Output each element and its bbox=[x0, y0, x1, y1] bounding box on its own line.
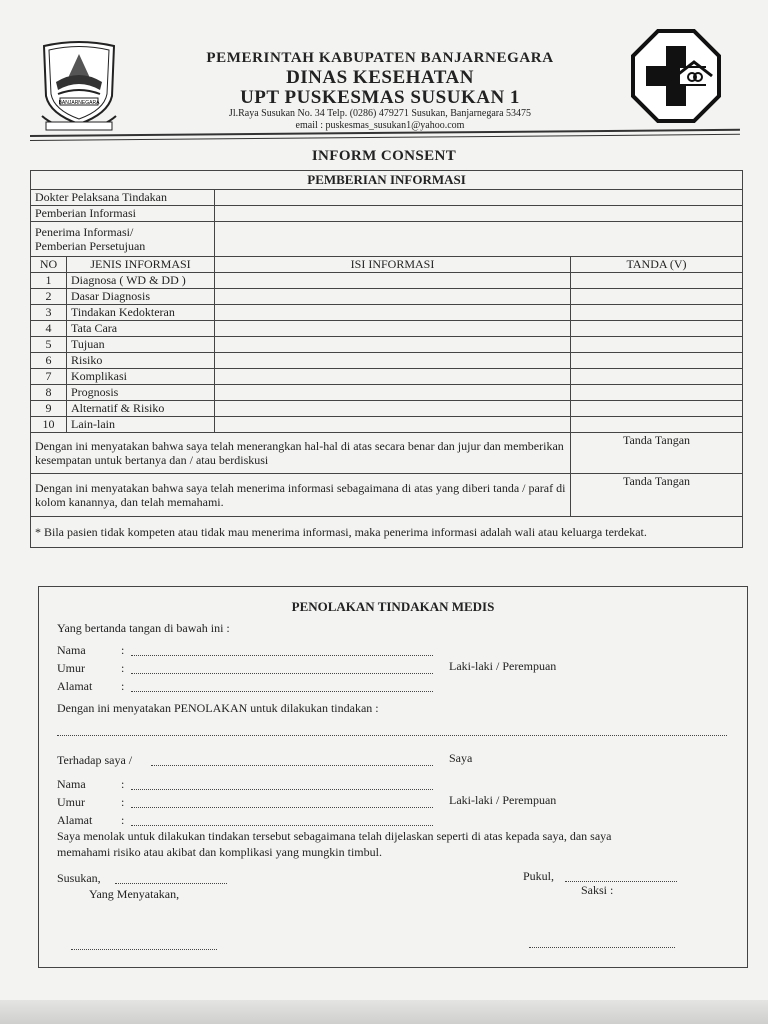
pemberi-field[interactable] bbox=[215, 206, 743, 222]
umur-label: Umur bbox=[57, 661, 85, 675]
table-row: 4 Tata Cara bbox=[31, 321, 743, 337]
tanda-cell[interactable] bbox=[571, 337, 743, 353]
gender-option-1[interactable]: Laki-laki / Perempuan bbox=[449, 659, 557, 673]
tanda-cell[interactable] bbox=[571, 369, 743, 385]
tanda-tangan-label: Tanda Tangan bbox=[622, 433, 691, 447]
saya-label: Saya bbox=[449, 751, 473, 765]
witness-signature[interactable] bbox=[529, 947, 675, 948]
yang-menyatakan-label: Yang Menyatakan, bbox=[89, 887, 180, 901]
tanda-cell[interactable] bbox=[571, 289, 743, 305]
nama-label: Nama bbox=[57, 643, 86, 657]
table-row: 5 Tujuan bbox=[31, 337, 743, 353]
footnote: * Bila pasien tidak kompeten atau tidak mau menerima informasi, maka penerima informasi adalah wali atau keluarga terdekat. bbox=[31, 517, 743, 548]
alamat-label: Alamat bbox=[57, 679, 93, 693]
tanda-cell[interactable] bbox=[571, 385, 743, 401]
date-field[interactable] bbox=[115, 883, 227, 884]
section-title: PEMBERIAN INFORMASI bbox=[31, 171, 743, 190]
table-row: 3 Tindakan Kedokteran bbox=[31, 305, 743, 321]
refusal-statement: Dengan ini menyatakan PENOLAKAN untuk dilakukan tindakan : bbox=[57, 701, 379, 715]
pukul-label: Pukul, bbox=[523, 869, 555, 883]
closing-line-1: Saya menolak untuk dilakukan tindakan tersebut sebagaimana telah dijelaskan seperti di atas kepada saya, dan saya bbox=[57, 829, 612, 843]
refusal-intro: Yang bertanda tangan di bawah ini : bbox=[57, 621, 230, 635]
isi-cell[interactable] bbox=[215, 289, 571, 305]
table-row: 8 Prognosis bbox=[31, 385, 743, 401]
table-row: 9 Alternatif & Risiko bbox=[31, 401, 743, 417]
refusal-title: PENOLAKAN TINDAKAN MEDIS bbox=[291, 599, 495, 614]
closing-line-2: memahami risiko atau akibat dan komplikasi yang mungkin timbul. bbox=[57, 845, 382, 859]
alamat-field-2[interactable] bbox=[131, 825, 433, 826]
nama-field-2[interactable] bbox=[131, 789, 433, 790]
page-title: INFORM CONSENT bbox=[311, 148, 457, 164]
banjarnegara-crest-icon bbox=[38, 38, 120, 134]
declarant-signature[interactable] bbox=[71, 949, 217, 950]
tindakan-field[interactable] bbox=[57, 735, 727, 736]
tanda-cell[interactable] bbox=[571, 321, 743, 337]
nama-label: Nama bbox=[57, 777, 86, 791]
table-row: 10 Lain-lain bbox=[31, 417, 743, 433]
terhadap-field[interactable] bbox=[151, 765, 433, 766]
header-agency: DINAS KESEHATAN bbox=[286, 67, 474, 88]
tanda-cell[interactable] bbox=[571, 401, 743, 417]
time-field[interactable] bbox=[565, 881, 677, 882]
terhadap-label: Terhadap saya / bbox=[57, 753, 133, 767]
penerima-field[interactable] bbox=[215, 222, 743, 257]
tanda-tangan-label: Tanda Tangan bbox=[622, 474, 691, 488]
table-row: 7 Komplikasi bbox=[31, 369, 743, 385]
col-header-jenis: JENIS INFORMASI bbox=[67, 257, 215, 273]
isi-cell[interactable] bbox=[215, 305, 571, 321]
tanda-cell[interactable] bbox=[571, 273, 743, 289]
isi-cell[interactable] bbox=[215, 417, 571, 433]
statement-giver: Dengan ini menyatakan bahwa saya telah menerangkan hal-hal di atas secara benar dan jujur dan memberikan kesempatan untuk bertanya dan / atau berdiskusi bbox=[31, 433, 571, 474]
gender-option-2[interactable]: Laki-laki / Perempuan bbox=[449, 793, 557, 807]
tanda-cell[interactable] bbox=[571, 417, 743, 433]
header-email: email : puskesmas_susukan1@yahoo.com bbox=[295, 120, 465, 131]
umur-field-2[interactable] bbox=[131, 807, 433, 808]
table-row: 1 Diagnosa ( WD & DD ) bbox=[31, 273, 743, 289]
table-row: 6 Risiko bbox=[31, 353, 743, 369]
consent-table bbox=[30, 170, 743, 548]
isi-cell[interactable] bbox=[215, 353, 571, 369]
isi-cell[interactable] bbox=[215, 369, 571, 385]
header-unit: UPT PUSKESMAS SUSUKAN 1 bbox=[240, 87, 520, 108]
umur-label: Umur bbox=[57, 795, 85, 809]
signature-giver[interactable] bbox=[571, 433, 743, 474]
pemberi-label: Pemberian Informasi bbox=[31, 206, 215, 222]
header-government: PEMERINTAH KABUPATEN BANJARNEGARA bbox=[206, 50, 554, 66]
puskesmas-logo-icon bbox=[630, 28, 722, 124]
isi-cell[interactable] bbox=[215, 385, 571, 401]
alamat-label: Alamat bbox=[57, 813, 93, 827]
col-header-tanda: TANDA (V) bbox=[571, 257, 743, 273]
isi-cell[interactable] bbox=[215, 337, 571, 353]
statement-receiver: Dengan ini menyatakan bahwa saya telah menerima informasi sebagaimana di atas yang diberi tanda / paraf di kolom kanannya, dan telah memahami. bbox=[31, 474, 571, 517]
saksi-label: Saksi : bbox=[581, 883, 614, 897]
umur-field-1[interactable] bbox=[131, 673, 433, 674]
signature-receiver[interactable] bbox=[571, 474, 743, 517]
col-header-no: NO bbox=[31, 257, 67, 273]
nama-field-1[interactable] bbox=[131, 655, 433, 656]
isi-cell[interactable] bbox=[215, 273, 571, 289]
col-header-isi: ISI INFORMASI bbox=[215, 257, 571, 273]
header-address: Jl.Raya Susukan No. 34 Telp. (0286) 479271 Susukan, Banjarnegara 53475 bbox=[228, 108, 532, 119]
dokter-label: Dokter Pelaksana Tindakan bbox=[31, 190, 215, 206]
penerima-label: Penerima Informasi/ Pemberian Persetujuan bbox=[31, 222, 215, 257]
isi-cell[interactable] bbox=[215, 321, 571, 337]
alamat-field-1[interactable] bbox=[131, 691, 433, 692]
dokter-field[interactable] bbox=[215, 190, 743, 206]
refusal-section: PENOLAKAN TINDAKAN MEDIS Yang bertanda tangan di bawah ini : Nama : Umur : Laki-laki / Perempuan Alamat : Dengan ini menyatakan PENOLAKAN untuk dilakukan tindakan : Terhadap saya / Saya Nama : Umur : Laki-laki / Perempuan Alamat : Saya menolak untuk dilakukan tindakan tersebut sebagaimana telah dijelaskan seperti di atas kepada saya, dan saya memahami risiko atau akibat dan komplikasi yang mungkin timbul. Susukan, Pukul, Yang Menyatakan, Saksi : bbox=[38, 586, 748, 968]
tanda-cell[interactable] bbox=[571, 353, 743, 369]
isi-cell[interactable] bbox=[215, 401, 571, 417]
crest-text: BANJARNEGARA bbox=[58, 100, 100, 106]
table-row: 2 Dasar Diagnosis bbox=[31, 289, 743, 305]
scan-edge bbox=[0, 1000, 768, 1024]
tanda-cell[interactable] bbox=[571, 305, 743, 321]
place-label: Susukan, bbox=[57, 871, 101, 885]
